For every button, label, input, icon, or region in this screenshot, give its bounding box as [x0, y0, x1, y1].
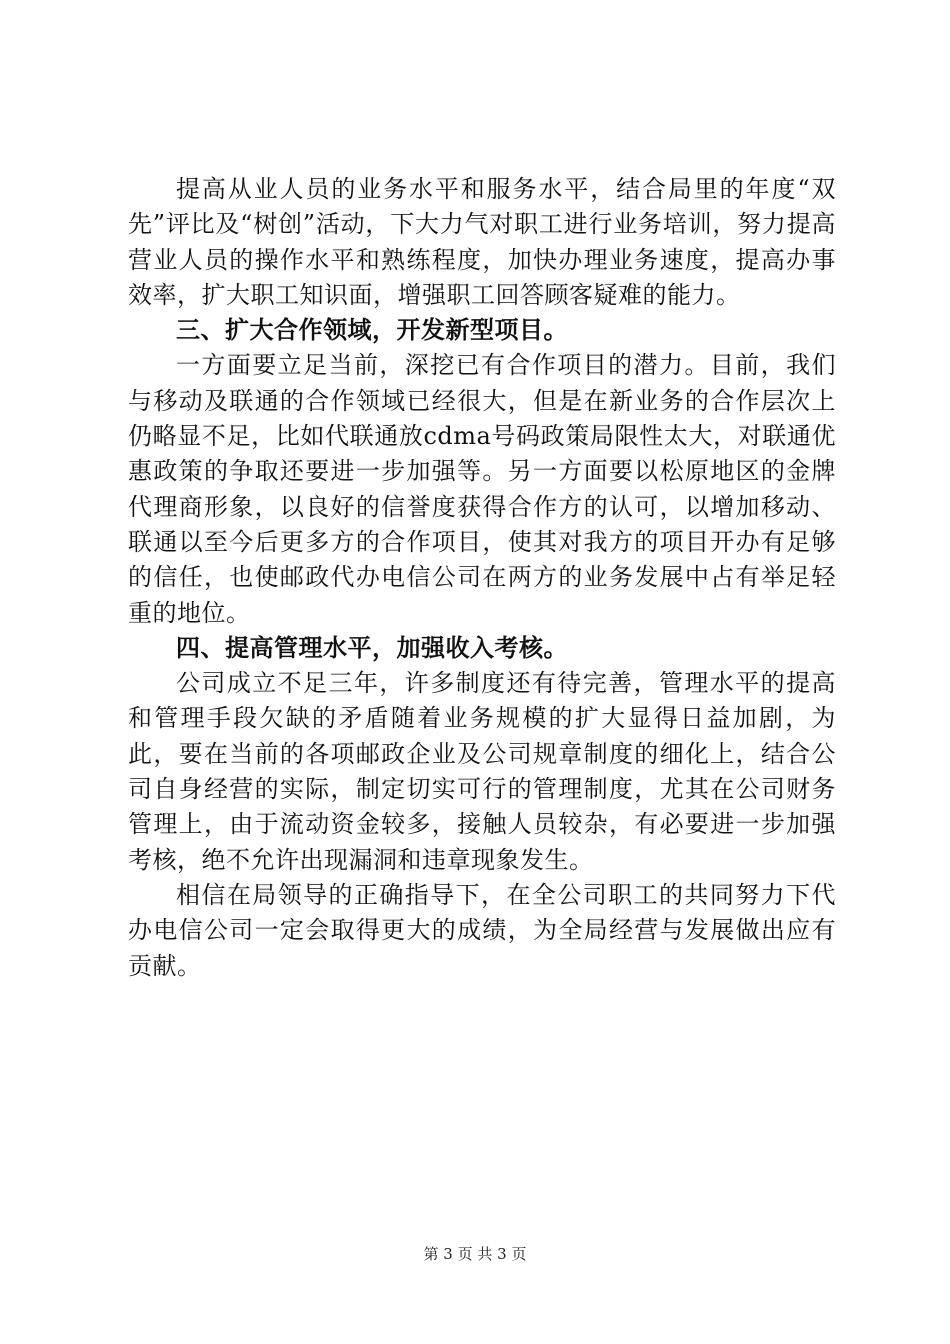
- paragraph-conclusion: 相信在局领导的正确指导下，在全公司职工的共同努力下代办电信公司一定会取得更大的成绩，为全局经营与发展做出应有贡献。: [128, 880, 836, 980]
- paragraph-cooperation: 一方面要立足当前，深挖已有合作项目的潜力。目前，我们与移动及联通的合作领域已经很大，但是在新业务的合作层次上仍略显不足，比如代联通放cdma号码政策局限性太大，对联通优惠政策的争取还要进一步加强等。另一方面要以松原地区的金牌代理商形象，以良好的信誉度获得合作方的认可，以增加移动、联通以至今后更多方的合作项目，使其对我方的项目开办有足够的信任，也使邮政代办电信公司在两方的业务发展中占有举足轻重的地位。: [128, 351, 836, 627]
- paragraph-training: 提高从业人员的业务水平和服务水平，结合局里的年度“双先”评比及“树创”活动，下大力气对职工进行业务培训，努力提高营业人员的操作水平和熟练程度，加快办理业务速度，提高办事效率，扩大职工知识面，增强职工回答顾客疑难的能力。: [128, 175, 836, 309]
- section-heading-management: 四、提高管理水平，加强收入考核。: [176, 633, 568, 662]
- section-heading-cooperation: 三、扩大合作领域，开发新型项目。: [176, 316, 568, 345]
- document-body: [128, 172, 836, 984]
- page-number-footer: 第 3 页 共 3 页: [423, 1245, 527, 1263]
- paragraph-management: 公司成立不足三年，许多制度还有待完善，管理水平的提高和管理手段欠缺的矛盾随着业务规模的扩大显得日益加剧，为此，要在当前的各项邮政企业及公司规章制度的细化上，结合公司自身经营的实际，制定切实可行的管理制度，尤其在公司财务管理上，由于流动资金较多，接触人员较杂，有必要进一步加强考核，绝不允许出现漏洞和违章现象发生。: [128, 669, 836, 874]
